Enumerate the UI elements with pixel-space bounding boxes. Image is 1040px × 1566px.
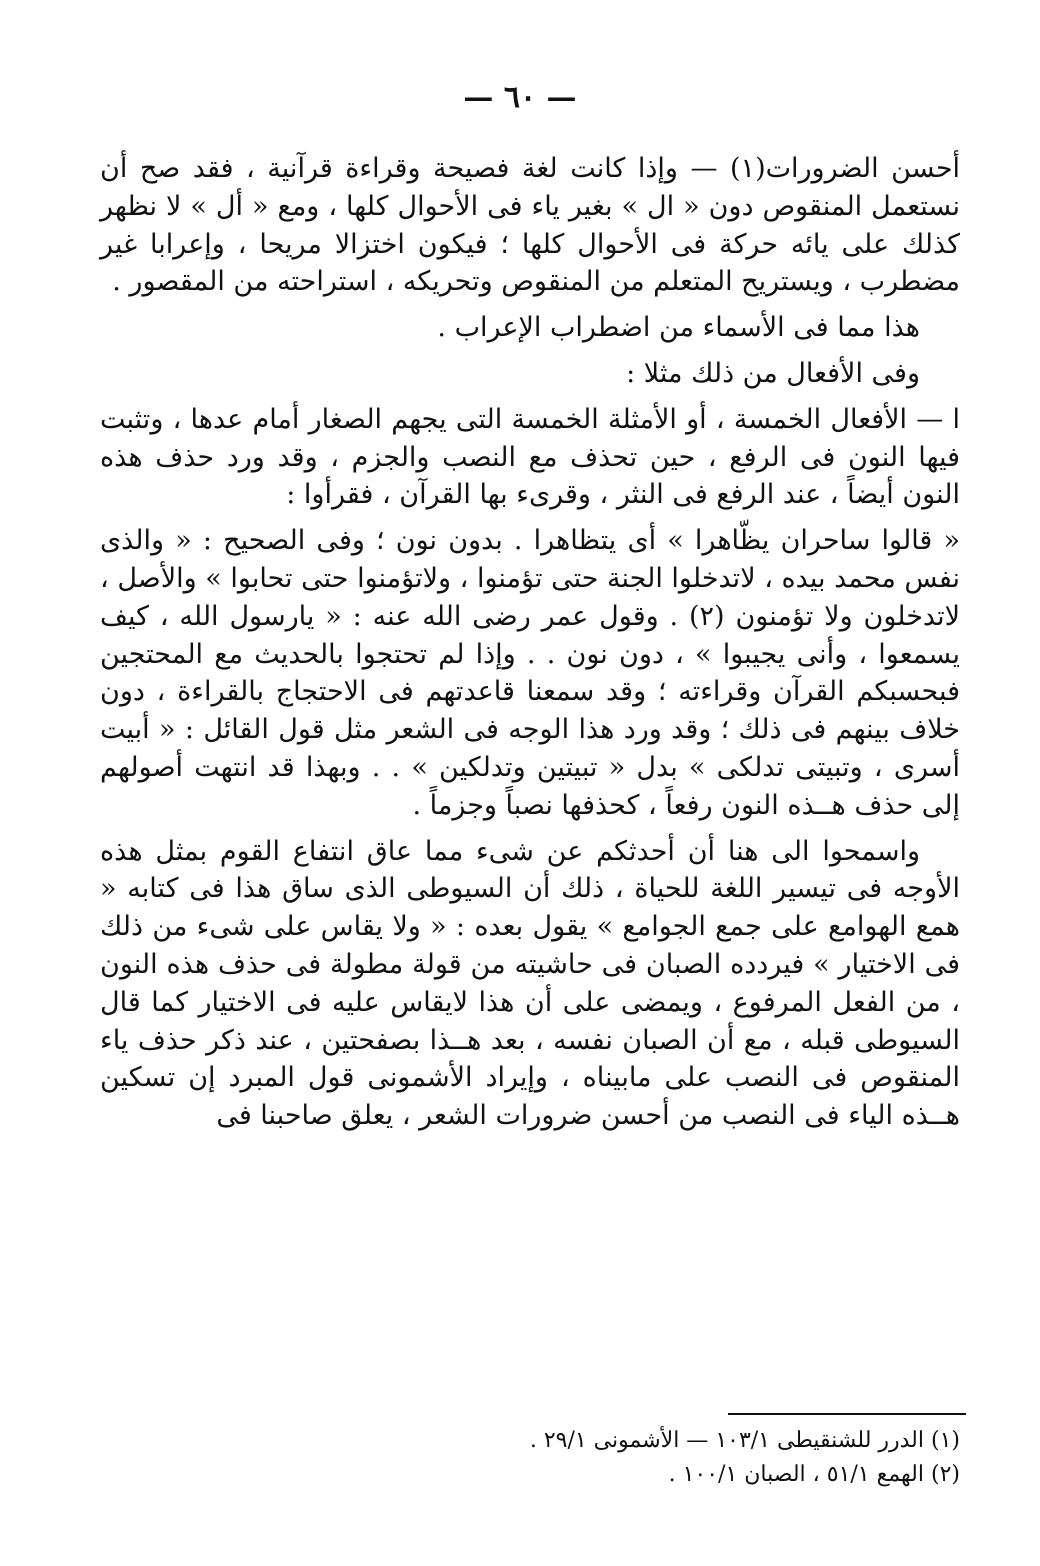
paragraph-1: أحسن الضرورات(١) — وإذا كانت لغة فصيحة وقراءة قرآنية ، فقد صح أن نستعمل المنقوص دون « ال » بغير ياء فى الأحوال كلها ، ومع « أل » لا نظهر كذلك على يائه حركة فى الأحوال كلها ؛ فيكون اختزالا مريحا ، وإعرابا غير مضطرب ، ويستريح المتعلم من المنقوص وتحريكه ، استراحته من المقصور . (100, 153, 961, 298)
paragraph-6: واسمحوا الى هنا أن أحدثكم عن شىء مما عاق انتفاع القوم بمثل هذه الأوجه فى تيسير اللغة للحياة ، ذلك أن السيوطى الذى ساق هذا فى كتابه « همع الهوامع على جمع الجوامع » يقول بعده : « ولا يقاس على شىء من ذلك فى الاختيار » فيردده الصبان فى حاشيته من قولة مطولة فى حذف هذه النون ، من الفعل المرفوع ، ويمضى على أن هذا لايقاس عليه فى الاختيار كما قال السيوطى قبله ، مع أن الصبان نفسه ، بعد هــذا بصفحتين ، عند ذكر حذف ياء المنقوص فى النصب على مابيناه ، وإيراد الأشمونى قول المبرد إن تسكين هــذه الياء فى النصب من أحسن ضرورات الشعر ، يعلق صاحبنا فى (100, 835, 960, 1132)
page-number: — ٦٠ — (463, 80, 577, 115)
footnote-divider (728, 1413, 966, 1415)
main-text (100, 150, 960, 1143)
footnotes (400, 1424, 960, 1492)
footnote-2: (٢) الهمع ٥١/١ ، الصبان ١٠٠/١ . (668, 1462, 960, 1488)
paragraph-5: « قالوا ساحران يظّاهرا » أى يتظاهرا . بدون نون ؛ وفى الصحيح : « والذى نفس محمد بيده ، لاتدخلوا الجنة حتى تؤمنوا ، ولاتؤمنوا حتى تحابوا » والأصل ، لاتدخلون ولا تؤمنون (٢) . وقول عمر رضى الله عنه : « يارسول الله ، كيف يسمعوا ، وأنى يجيبوا » ، دون نون . . وإذا لم تحتجوا بالحديث مع المحتجين فبحسبكم القرآن وقراءته ؛ وقد سمعنا قاعدتهم فى الاحتجاج بالقراءة ، دون خلاف بينهم فى ذلك ؛ وقد ورد هذا الوجه فى الشعر مثل قول القائل : « أبيت أسرى ، وتبيتى تدلكى » بدل « تبيتين وتدلكين » . . وبهذا قد انتهت أصولهم إلى حذف هــذه النون رفعاً ، كحذفها نصباً وجزماً . (100, 525, 960, 821)
paragraph-2: هذا مما فى الأسماء من اضطراب الإعراب . (437, 312, 920, 344)
paragraph-4: ا — الأفعال الخمسة ، أو الأمثلة الخمسة التى يجهم الصغار أمام عدها ، وتثبت فيها النون فى الرفع ، حين تحذف مع النصب والجزم ، وقد ورد حذف هذه النون أيضاً ، عند الرفع فى النثر ، وقرىء بها القرآن ، فقرأوا : (100, 403, 960, 511)
footnote-1: (١) الدرر للشنقيطى ١٠٣/١ — الأشمونى ٢٩/١ . (529, 1428, 960, 1453)
paragraph-3: وفى الأفعال من ذلك مثلا : (626, 357, 920, 389)
